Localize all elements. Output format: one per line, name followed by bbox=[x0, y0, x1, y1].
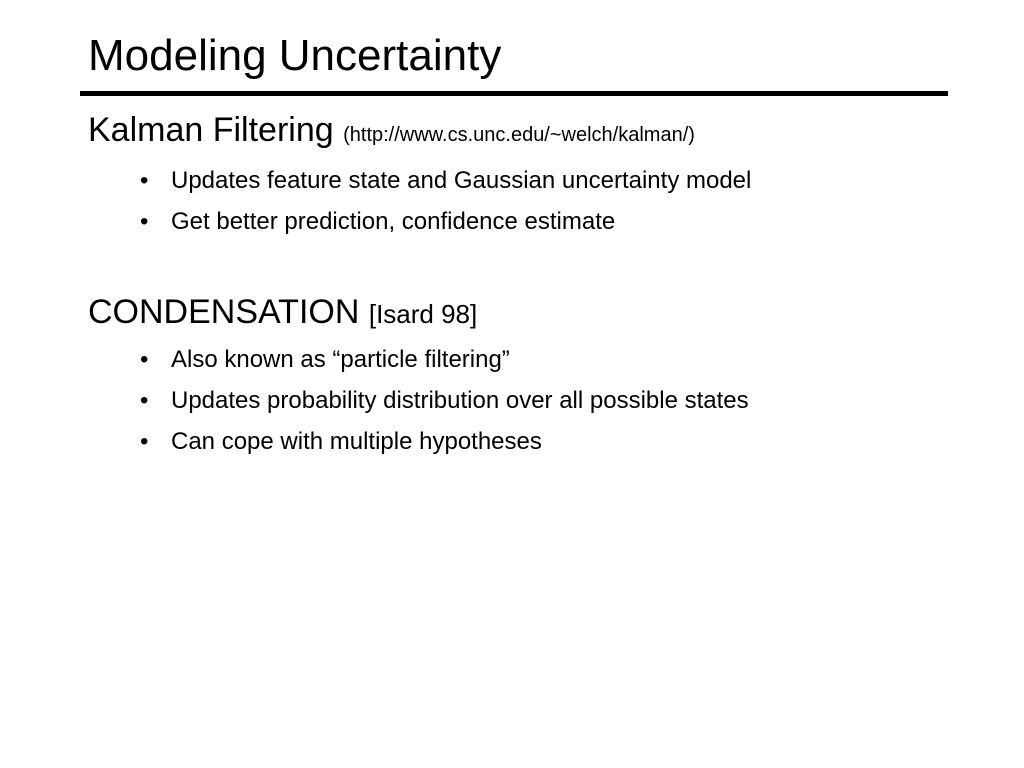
section-heading-kalman-filtering bbox=[88, 108, 695, 157]
list-item bbox=[140, 427, 749, 457]
section-heading-label: Kalman Filtering bbox=[88, 111, 334, 149]
condensation-bullet-list bbox=[140, 345, 749, 468]
bullet-icon: • bbox=[140, 346, 149, 373]
list-item-text: Updates feature state and Gaussian uncertainty model bbox=[171, 167, 752, 194]
list-item bbox=[140, 207, 751, 237]
bullet-icon: • bbox=[140, 428, 149, 455]
kalman-bullet-list bbox=[140, 166, 751, 248]
title-underline-divider bbox=[80, 91, 948, 96]
bullet-icon: • bbox=[140, 167, 149, 194]
list-item-text: Also known as “particle filtering” bbox=[171, 346, 510, 373]
list-item bbox=[140, 386, 749, 416]
list-item bbox=[140, 166, 751, 196]
list-item-text: Can cope with multiple hypotheses bbox=[171, 428, 542, 455]
section-reference-citation: [Isard 98] bbox=[368, 299, 478, 329]
list-item bbox=[140, 345, 749, 375]
list-item-text: Updates probability distribution over all possible states bbox=[171, 387, 749, 414]
bullet-icon: • bbox=[140, 387, 149, 414]
section-heading-condensation bbox=[88, 290, 477, 336]
section-heading-label: CONDENSATION bbox=[88, 293, 360, 331]
bullet-icon: • bbox=[140, 208, 149, 235]
section-reference-url: (http://www.cs.unc.edu/~welch/kalman/) bbox=[343, 124, 695, 146]
slide-title: Modeling Uncertainty bbox=[88, 31, 502, 80]
list-item-text: Get better prediction, confidence estimate bbox=[171, 208, 616, 235]
